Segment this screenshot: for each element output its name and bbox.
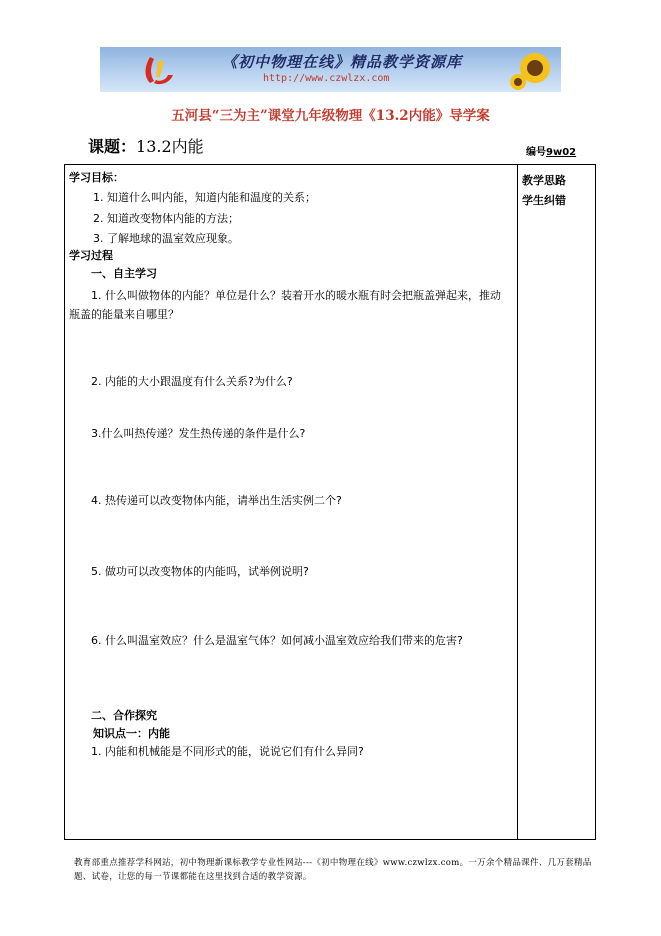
section2-heading: 二、合作探究: [91, 709, 157, 722]
question-5: 5. 做功可以改变物体的内能吗，试举例说明?: [91, 565, 309, 578]
side-column: [522, 171, 592, 211]
question-6: 6. 什么叫温室效应？什么是温室气体？如何减小温室效应给我们带来的危害?: [91, 634, 463, 647]
student-corrections-label: 学生纠错: [522, 194, 566, 207]
document-title: 五河县“三为主”课堂九年级物理《13.2内能》导学案: [171, 108, 490, 124]
objective-3: 3. 了解地球的温室效应现象。: [93, 232, 239, 245]
process-heading: 学习过程: [69, 249, 113, 262]
code-label: 编号: [526, 147, 546, 158]
question-2: 2. 内能的大小跟温度有什么关系?为什么?: [91, 375, 293, 388]
knowledge-point-1: 知识点一：内能: [93, 727, 170, 740]
teaching-notes-label: 教学思路: [522, 174, 566, 187]
question-1: 1. 什么叫做物体的内能？单位是什么？装着开水的暖水瓶有时会把瓶盖弹起来，推动瓶盖的能量来自哪里？: [69, 289, 501, 321]
objective-2: 2. 知道改变物体内能的方法；: [93, 212, 239, 225]
page-footer: 教育部重点推荐学科网站，初中物理新课标教学专业性网站---《初中物理在线》www.czwlzx.com。一万余个精品课件、几万套精品题、试卷，让您的每一节课都能在这里找到合适的教学资源。: [74, 858, 592, 882]
document-code: [526, 143, 576, 158]
lesson-value: 13.2内能: [136, 137, 204, 156]
objectives-heading: 学习目标：: [69, 171, 124, 184]
lesson-topic: [88, 134, 204, 157]
worksheet-table: [64, 164, 596, 840]
knowledge-1-question-1: 1. 内能和机械能是不同形式的能，说说它们有什么异同?: [91, 745, 364, 758]
column-divider: [517, 165, 518, 839]
lesson-label: 课题：: [88, 137, 137, 156]
banner-title: 《初中物理在线》精品教学资源库: [222, 53, 463, 71]
banner-url: http://www.czwlzx.com: [263, 73, 390, 84]
question-4: 4. 热传递可以改变物体内能，请举出生活实例二个?: [91, 494, 342, 507]
objective-1: 1. 知道什么叫内能，知道内能和温度的关系；: [93, 191, 316, 204]
section1-heading: 一、自主学习: [91, 267, 157, 280]
header-banner: [100, 47, 561, 92]
question-3: 3.什么叫热传递？发生热传递的条件是什么?: [91, 427, 306, 440]
sunflower-icon: [510, 48, 560, 92]
code-value: 9w02: [546, 147, 577, 158]
site-logo-icon: [140, 53, 176, 87]
